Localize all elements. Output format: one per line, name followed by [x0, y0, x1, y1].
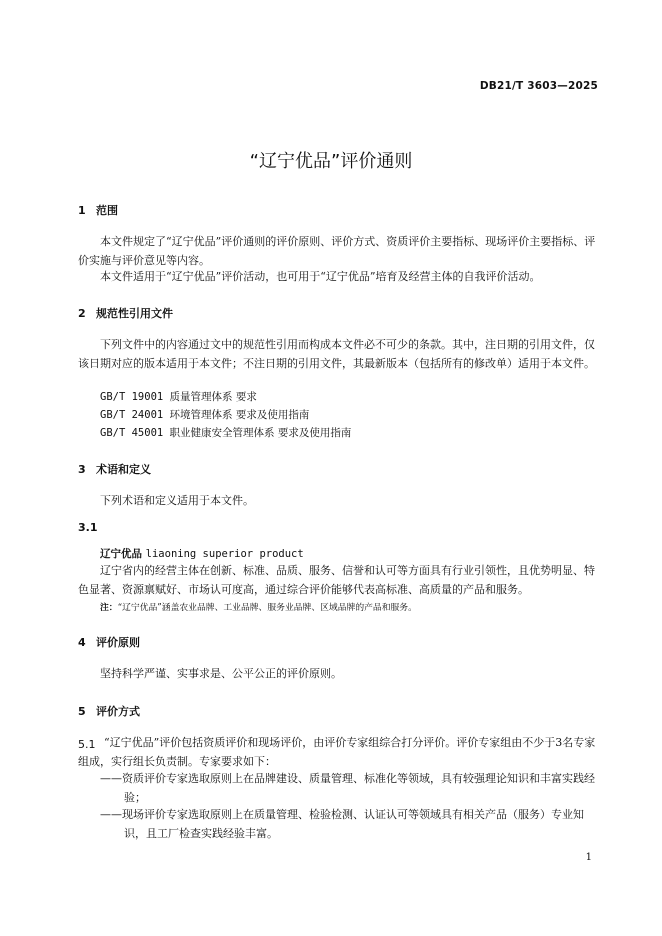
section-1-heading: [78, 202, 118, 218]
clause-5-1-number: 5.1: [78, 738, 96, 751]
section-number: 4: [78, 636, 86, 649]
section-number: 3: [78, 463, 86, 476]
section-title: 评价原则: [96, 636, 140, 649]
document-title: “辽宁优品”评价通则: [249, 151, 413, 172]
section-title: 规范性引用文件: [96, 307, 173, 320]
section-title: 范围: [96, 204, 118, 217]
reference-code: GB/T 45001: [100, 427, 164, 439]
section-title: 评价方式: [96, 705, 140, 718]
section-title: 术语和定义: [96, 463, 151, 476]
section-number: 2: [78, 307, 86, 320]
section-3-paragraph-1: 下列术语和定义适用于本文件。: [100, 494, 254, 507]
reference-item: [100, 425, 351, 442]
term-english: liaoning superior product: [145, 548, 304, 560]
clause-5-1-text: “辽宁优品”评价包括资质评价和现场评价，由评价专家组综合打分评价。评价专家组由不少于3名专家组成，实行组长负责制。专家要求如下：: [78, 736, 596, 768]
section-number: 5: [78, 705, 86, 718]
reference-item: [100, 407, 309, 424]
term-definition: 辽宁省内的经营主体在创新、标准、品质、服务、信誉和认可等方面具有行业引领性，且优势明显、特色显著、资源禀赋好、市场认可度高，通过综合评价能够代表高标准、高质量的产品和服务。: [78, 564, 595, 596]
clause-3-1-number: 3.1: [78, 521, 98, 534]
reference-title: 职业健康安全管理体系 要求及使用指南: [169, 427, 352, 439]
reference-title: 质量管理体系 要求: [169, 391, 257, 403]
list-item: ——资质评价专家选取原则上在品牌建设、质量管理、标准化等领域，具有较强理论知识和丰富实践经验；: [100, 772, 595, 804]
section-2-heading: [78, 305, 173, 321]
section-1-paragraph-2: 本文件适用于“辽宁优品”评价活动，也可用于“辽宁优品”培育及经营主体的自我评价活动。: [100, 270, 541, 283]
document-code: DB21/T 3603—2025: [479, 80, 598, 92]
list-item: ——现场评价专家选取原则上在质量管理、检验检测、认证认可等领域具有相关产品（服务）专业知识，且工厂检查实践经验丰富。: [100, 808, 584, 840]
section-5-heading: [78, 703, 140, 719]
section-1-paragraph-1: 本文件规定了“辽宁优品”评价通则的评价原则、评价方式、资质评价主要指标、现场评价主要指标、评价实施与评价意见等内容。: [78, 235, 596, 267]
note-text: “辽宁优品”涵盖农业品牌、工业品牌、服务业品牌、区域品牌的产品和服务。: [117, 603, 417, 613]
section-number: 1: [78, 204, 86, 217]
reference-code: GB/T 24001: [100, 409, 164, 421]
section-4-heading: [78, 634, 140, 650]
reference-item: [100, 389, 257, 406]
note-label: 注：: [100, 603, 118, 613]
page-number: 1: [585, 852, 592, 863]
section-2-paragraph-1: 下列文件中的内容通过文中的规范性引用而构成本文件必不可少的条款。其中，注日期的引用文件，仅该日期对应的版本适用于本文件；不注日期的引用文件，其最新版本（包括所有的修改单）适用于本文件。: [78, 338, 595, 370]
reference-title: 环境管理体系 要求及使用指南: [169, 409, 310, 421]
term-note: [100, 600, 417, 613]
reference-code: GB/T 19001: [100, 391, 164, 403]
term-chinese: 辽宁优品: [100, 548, 142, 560]
section-4-paragraph-1: 坚持科学严谨、实事求是、公平公正的评价原则。: [100, 667, 342, 680]
term-entry: [100, 546, 304, 561]
section-3-heading: [78, 461, 151, 477]
